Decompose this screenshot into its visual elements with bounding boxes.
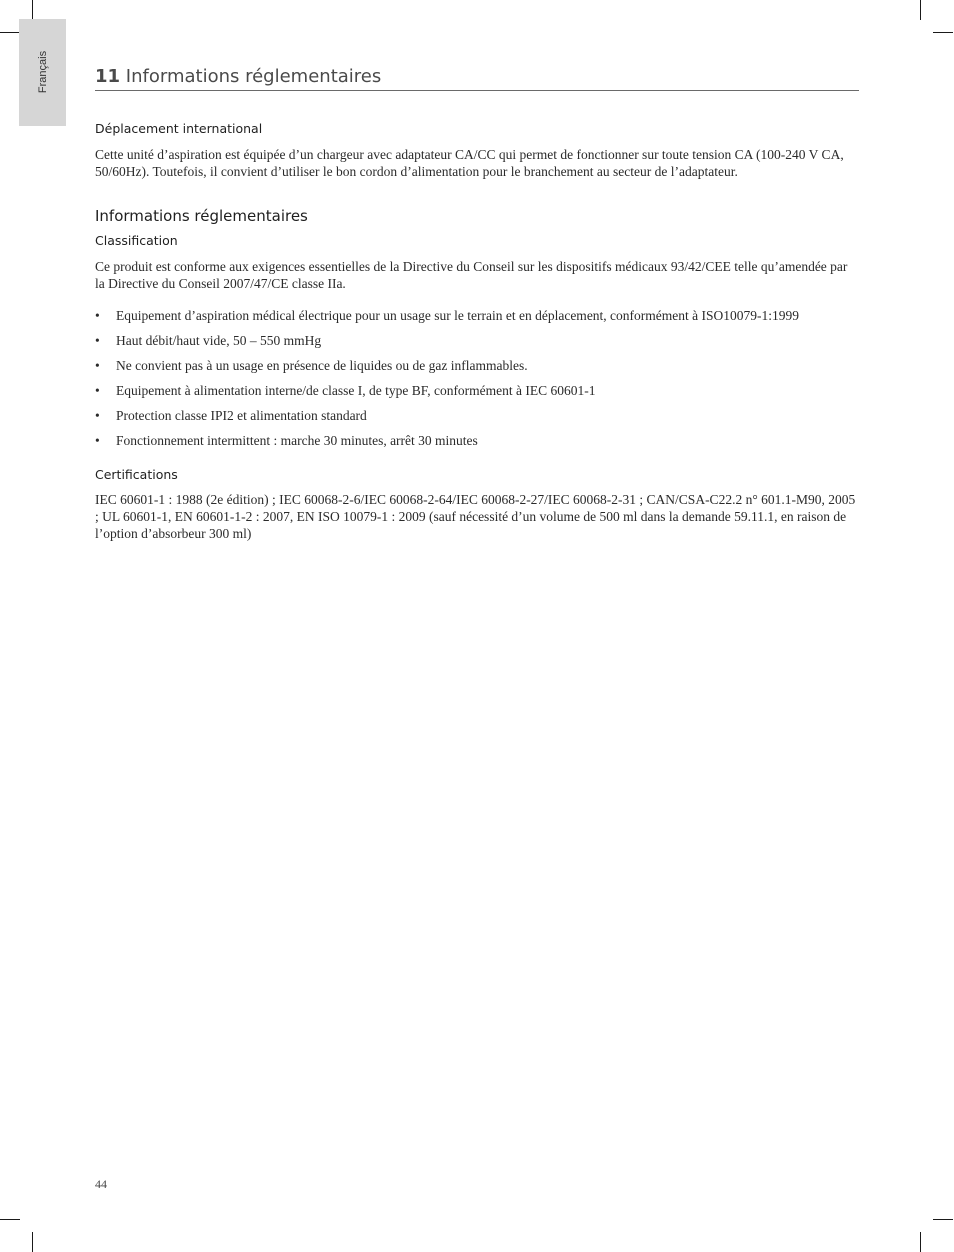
crop-mark bbox=[933, 32, 953, 33]
list-item: • Fonctionnement intermittent : marche 30 minutes, arrêt 30 minutes bbox=[95, 432, 859, 449]
travel-heading: Déplacement international bbox=[95, 121, 263, 136]
crop-mark bbox=[0, 1219, 20, 1220]
page-number: 44 bbox=[95, 1177, 107, 1191]
list-item: • Equipement d’aspiration médical électrique pour un usage sur le terrain et en déplacement, conformément à ISO10079-1:1999 bbox=[95, 307, 859, 324]
chapter-name: Informations réglementaires bbox=[125, 66, 382, 87]
crop-mark bbox=[920, 1232, 921, 1252]
language-label: Français bbox=[36, 50, 49, 94]
list-item: • Equipement à alimentation interne/de classe I, de type BF, conformément à IEC 60601-1 bbox=[95, 382, 859, 399]
chapter-number: 11 bbox=[95, 66, 121, 87]
classification-heading: Classification bbox=[95, 233, 178, 248]
classification-text: Ce produit est conforme aux exigences essentielles de la Directive du Conseil sur les dispositifs médicaux 93/42/CEE telle qu’amendée par la Directive du Conseil 2007/47/CE classe IIa. bbox=[95, 259, 848, 291]
classification-list bbox=[95, 307, 859, 449]
crop-mark bbox=[920, 0, 921, 20]
page-content bbox=[95, 121, 859, 542]
certifications-text: IEC 60601-1 : 1988 (2e édition) ; IEC 60068-2-6/IEC 60068-2-64/IEC 60068-2-27/IEC 60068-2-31 ; CAN/CSA-C22.2 n° 601.1-M90, 2005 ; UL 60601-1, EN 60601-1-2 : 2007, EN ISO 10079-1 : 2009 (sauf nécessité d’un volume de 500 ml dans la demande 59.11.1, en raison de l’option d’absorbeur 300 ml) bbox=[95, 492, 856, 541]
chapter-title bbox=[95, 66, 859, 91]
regulatory-heading: Informations réglementaires bbox=[95, 207, 308, 225]
list-item: • Ne convient pas à un usage en présence de liquides ou de gaz inflammables. bbox=[95, 357, 859, 374]
crop-mark bbox=[0, 32, 20, 33]
language-tab bbox=[19, 19, 66, 126]
certifications-heading: Certifications bbox=[95, 467, 178, 482]
list-item: • Protection classe IPI2 et alimentation standard bbox=[95, 407, 859, 424]
travel-text: Cette unité d’aspiration est équipée d’un chargeur avec adaptateur CA/CC qui permet de fonctionner sur toute tension CA (100-240 V CA, 50/60Hz). Toutefois, il convient d’utiliser le bon cordon d’alimentation pour le branchement au secteur de l’adaptateur. bbox=[95, 147, 844, 179]
crop-mark bbox=[933, 1219, 953, 1220]
crop-mark bbox=[32, 1232, 33, 1252]
list-item: • Haut débit/haut vide, 50 – 550 mmHg bbox=[95, 332, 859, 349]
crop-mark bbox=[32, 0, 33, 20]
